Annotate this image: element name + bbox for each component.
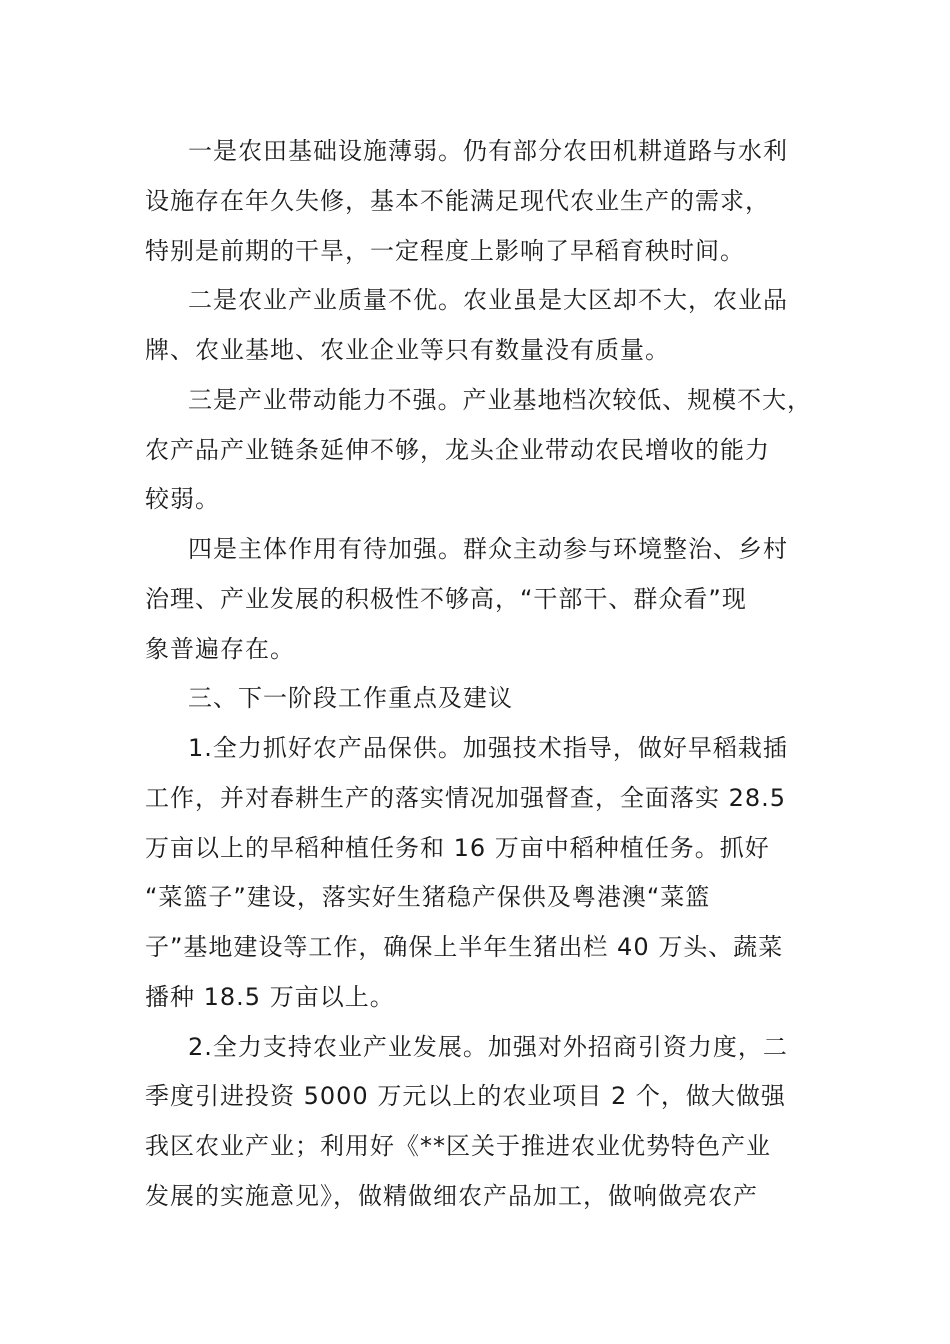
text-line: 季度引进投资 5000 万元以上的农业项目 2 个，做大做强: [145, 1082, 786, 1110]
text-line: 设施存在年久失修，基本不能满足现代农业生产的需求，: [145, 187, 770, 215]
text-line: 三是产业带动能力不强。产业基地档次较低、规模不大，: [188, 386, 812, 414]
text-line: 象普遍存在。: [145, 635, 295, 663]
text-line: 万亩以上的早稻种植任务和 16 万亩中稻种植任务。抓好: [145, 834, 770, 862]
text-line: 较弱。: [145, 485, 220, 513]
text-line: 子”基地建设等工作，确保上半年生猪出栏 40 万头、蔬菜: [145, 933, 784, 961]
text-line: 农产品产业链条延伸不够，龙头企业带动农民增收的能力: [145, 436, 770, 464]
text-line: 牌、农业基地、农业企业等只有数量没有质量。: [145, 336, 670, 364]
text-line: 四是主体作用有待加强。群众主动参与环境整治、乡村: [188, 535, 788, 563]
text-line: 1.全力抓好农产品保供。加强技术指导，做好早稻栽插: [188, 734, 788, 762]
section-heading: 三、下一阶段工作重点及建议: [188, 684, 513, 712]
text-line: 特别是前期的干旱，一定程度上影响了早稻育秧时间。: [145, 237, 745, 265]
text-line: 我区农业产业；利用好《**区关于推进农业优势特色产业: [145, 1132, 771, 1160]
text-line: 播种 18.5 万亩以上。: [145, 983, 395, 1011]
text-line: 治理、产业发展的积极性不够高，“干部干、群众看”现: [145, 585, 747, 613]
text-line: 2.全力支持农业产业发展。加强对外招商引资力度，二: [188, 1033, 788, 1061]
text-line: “菜篮子”建设，落实好生猪稳产保供及粤港澳“菜篮: [145, 883, 711, 911]
text-line: 一是农田基础设施薄弱。仍有部分农田机耕道路与水利: [188, 137, 788, 165]
text-line: 发展的实施意见》，做精做细农产品加工，做响做亮农产: [145, 1182, 758, 1210]
text-line: 二是农业产业质量不优。农业虽是大区却不大，农业品: [188, 286, 788, 314]
text-line: 工作，并对春耕生产的落实情况加强督查，全面落实 28.5: [145, 784, 787, 812]
